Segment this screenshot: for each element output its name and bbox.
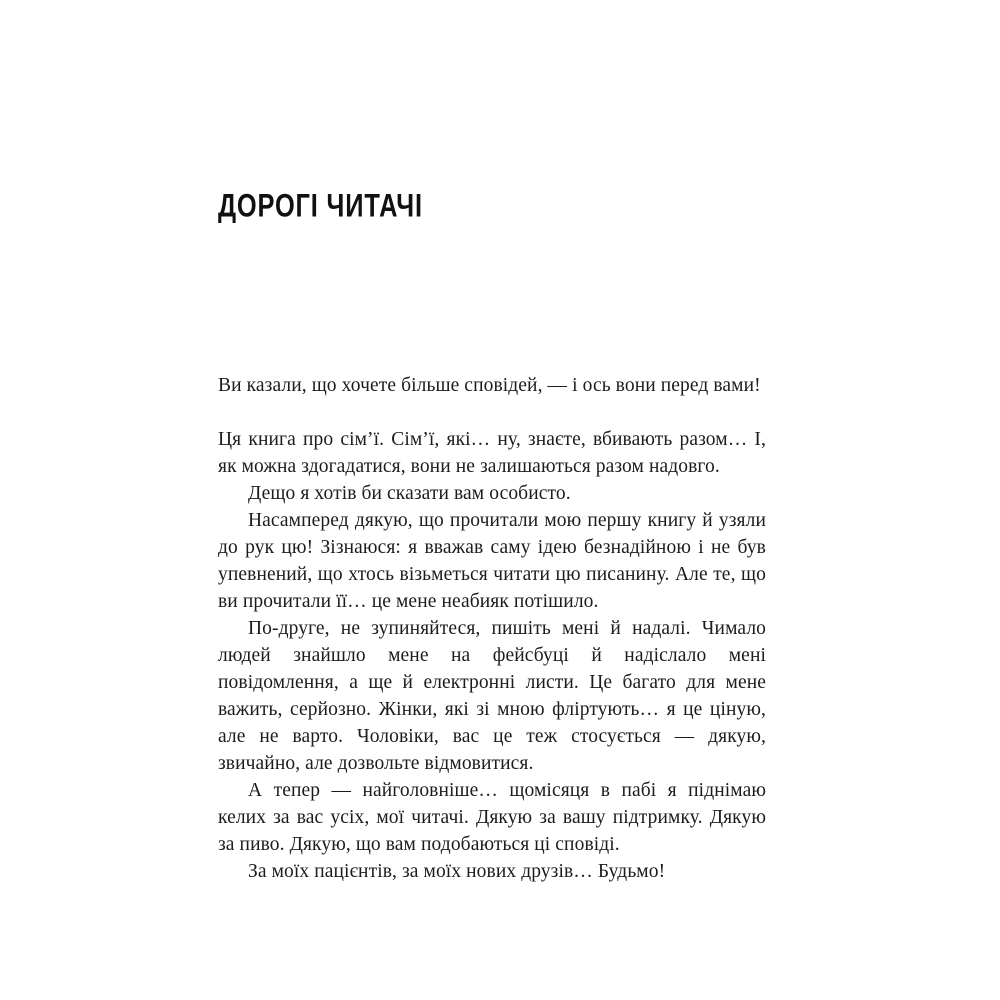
paragraph: За моїх пацієнтів, за моїх нових друзів… Будьмо! <box>248 861 666 882</box>
paragraph: Насамперед дякую, що прочитали мою першу книгу й узяли до рук цю! Зізнаюся: я вважав саму ідею безнадійною і не був упевнений, що хтось візьметься читати цю писанину. Але те, що ви прочитали її… це мене неабияк потішило. <box>218 510 766 612</box>
paragraph: Ви казали, що хочете більше сповідей, — і ось вони перед вами! <box>218 375 761 396</box>
body-text <box>218 372 766 885</box>
paragraph: Дещо я хотів би сказати вам особисто. <box>248 483 571 504</box>
text-block <box>218 188 766 885</box>
paragraph: Ця книга про сім’ї. Сім’ї, які… ну, знаєте, вбивають разом… І, як можна здогадатися, вони не залишаються разом надовго. <box>218 429 766 477</box>
paragraph: А тепер — найголовніше… щомісяця в пабі я піднімаю келих за вас усіх, мої читачі. Дякую за вашу підтримку. Дякую за пиво. Дякую, що вам подобаються ці сповіді. <box>218 780 766 855</box>
paragraph: По-друге, не зупиняйтеся, пишіть мені й надалі. Чимало людей знайшло мене на фейсбуці й надіслало мені повідомлення, а ще й електронні листи. Це багато для мене важить, серйозно. Жінки, які зі мною фліртують… я це ціную, але не варто. Чоловіки, вас це теж стосується — дякую, звичайно, але дозвольте відмовитися. <box>218 618 766 774</box>
chapter-heading: ДОРОГІ ЧИТАЧІ <box>218 186 423 224</box>
